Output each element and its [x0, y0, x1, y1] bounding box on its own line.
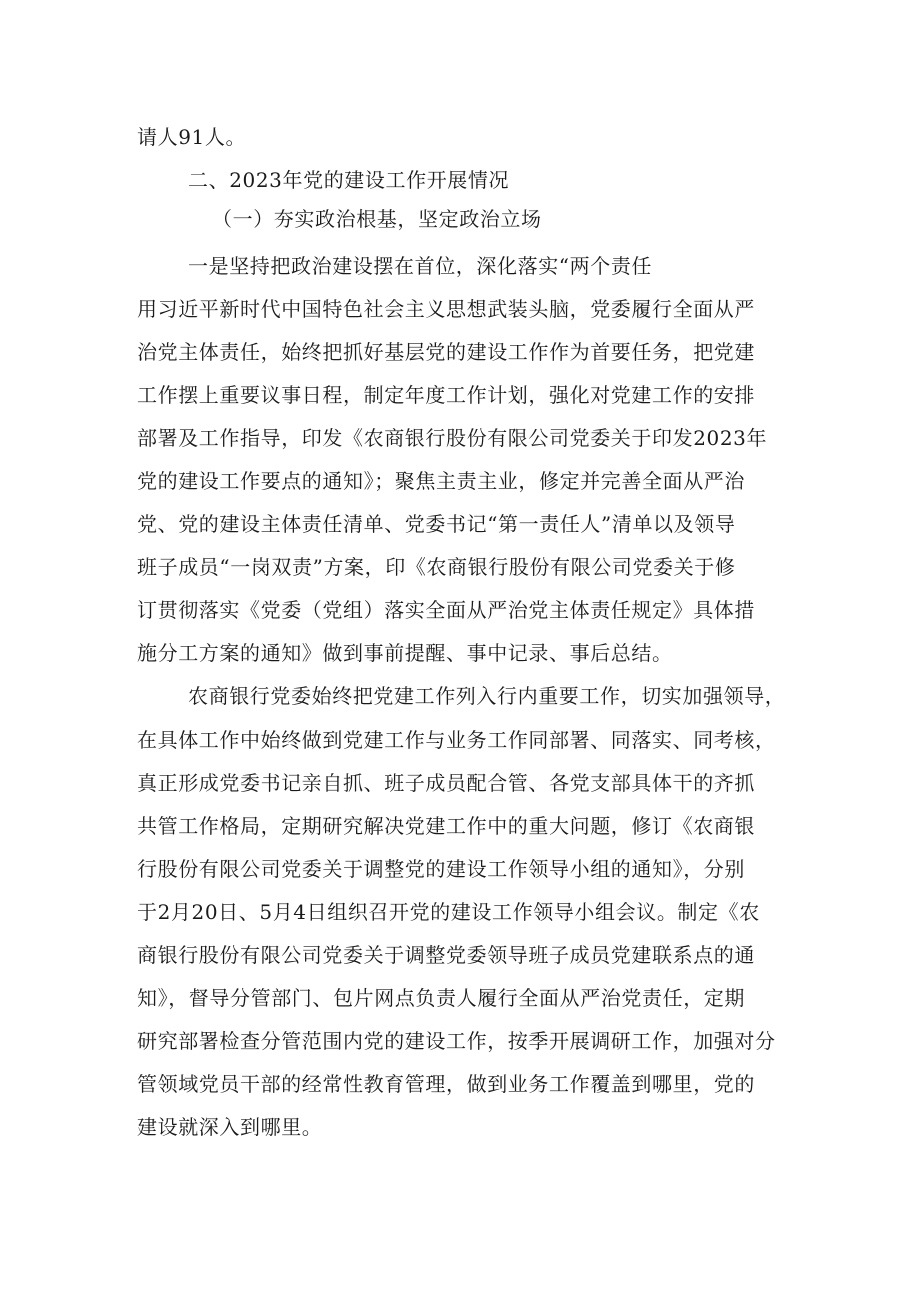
text-line: 农商银行党委始终把党建工作列入行内重要工作，切实加强领导，	[188, 684, 786, 708]
text-line: 订贯彻落实《党委（党组）落实全面从严治党主体责任规定》具体措	[137, 598, 755, 622]
text-line: 党的建设工作要点的通知》；聚焦主责主业，修定并完善全面从严治	[137, 469, 745, 493]
text-line: 真正形成党委书记亲自抓、班子成员配合管、各党支部具体干的齐抓	[137, 771, 755, 795]
text-line: 商银行股份有限公司党委关于调整党委领导班子成员党建联系点的通	[137, 943, 755, 967]
text-line: 工作摆上重要议事日程，制定年度工作计划，强化对党建工作的安排	[137, 383, 755, 407]
text-line: 行股份有限公司党委关于调整党的建设工作领导小组的通知》，分别	[137, 857, 745, 881]
subsection-heading: （一）夯实政治根基，坚定政治立场	[212, 207, 542, 231]
text-line: 于2月20日、5月4日组织召开党的建设工作领导小组会议。制定《农	[137, 900, 760, 924]
text-line: 施分工方案的通知》做到事前提醒、事中记录、事后总结。	[137, 641, 673, 665]
text-line: 共管工作格局，定期研究解决党建工作中的重大问题，修订《农商银	[137, 814, 755, 838]
text-line: 管领域党员干部的经常性教育管理，做到业务工作覆盖到哪里，党的	[137, 1072, 755, 1096]
text-line: 请人91人。	[137, 125, 247, 149]
text-line: 治党主体责任，始终把抓好基层党的建设工作作为首要任务，把党建	[137, 340, 755, 364]
section-heading: 二、2023年党的建设工作开展情况	[188, 168, 510, 192]
text-line: 一是坚持把政治建设摆在首位，深化落实“两个责任	[188, 254, 653, 278]
text-line: 在具体工作中始终做到党建工作与业务工作同部署、同落实、同考核，	[137, 728, 776, 752]
text-line: 部署及工作指导，印发《农商银行股份有限公司党委关于印发2023年	[137, 426, 768, 450]
text-line: 用习近平新时代中国特色社会主义思想武装头脑，党委履行全面从严	[137, 297, 755, 321]
text-line: 知》，督导分管部门、包片网点负责人履行全面从严治党责任，定期	[137, 986, 745, 1010]
text-line: 班子成员“一岗双责”方案，印《农商银行股份有限公司党委关于修	[137, 555, 736, 579]
text-line: 研究部署检查分管范围内党的建设工作，按季开展调研工作，加强对分	[137, 1029, 776, 1053]
text-line: 建设就深入到哪里。	[137, 1115, 323, 1139]
text-line: 党、党的建设主体责任清单、党委书记“第一责任人”清单以及领导	[137, 512, 736, 536]
